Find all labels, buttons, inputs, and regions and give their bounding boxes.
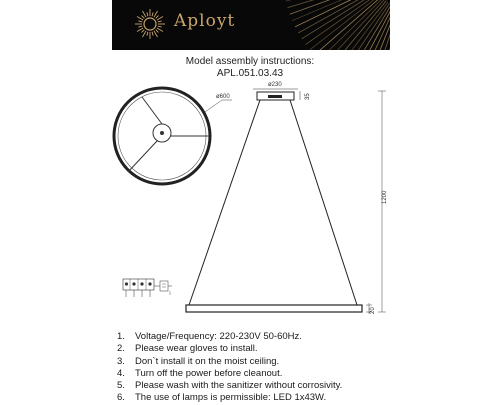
canopy-height-label: 35: [305, 93, 311, 100]
canopy-diameter-label: ø230: [268, 82, 282, 88]
ring-diameter-label: ø600: [216, 94, 230, 100]
ceiling-canopy: [253, 89, 300, 100]
terminal-block-diagram: [123, 279, 172, 297]
ring-top-view: [114, 88, 232, 184]
ring-side-view: [186, 305, 362, 312]
list-item: 3. Don`t install it on the moist ceiling.: [117, 355, 280, 367]
right-cable: [290, 100, 357, 305]
instructions-title: Model assembly instructions:: [185, 56, 315, 67]
list-item: 2. Please wear gloves to install.: [117, 343, 258, 355]
left-cable: [189, 100, 260, 305]
total-height-label: 1200: [382, 190, 388, 204]
list-item: 1. Voltage/Frequency: 220-230V 50-60Hz.: [117, 331, 302, 342]
ring-height-label: 20: [370, 307, 376, 314]
list-item: 6. The use of lamps is permissible: LED 1x43W.: [117, 392, 327, 404]
brand-name: Aployt: [174, 11, 236, 31]
list-item: 5. Please wash with the sanitizer without corrosivity.: [117, 380, 343, 392]
instructions-list: [117, 331, 342, 405]
model-number: APL.051.03.43: [216, 68, 284, 79]
list-item: 4. Turn off the power before cleanout.: [117, 367, 283, 379]
